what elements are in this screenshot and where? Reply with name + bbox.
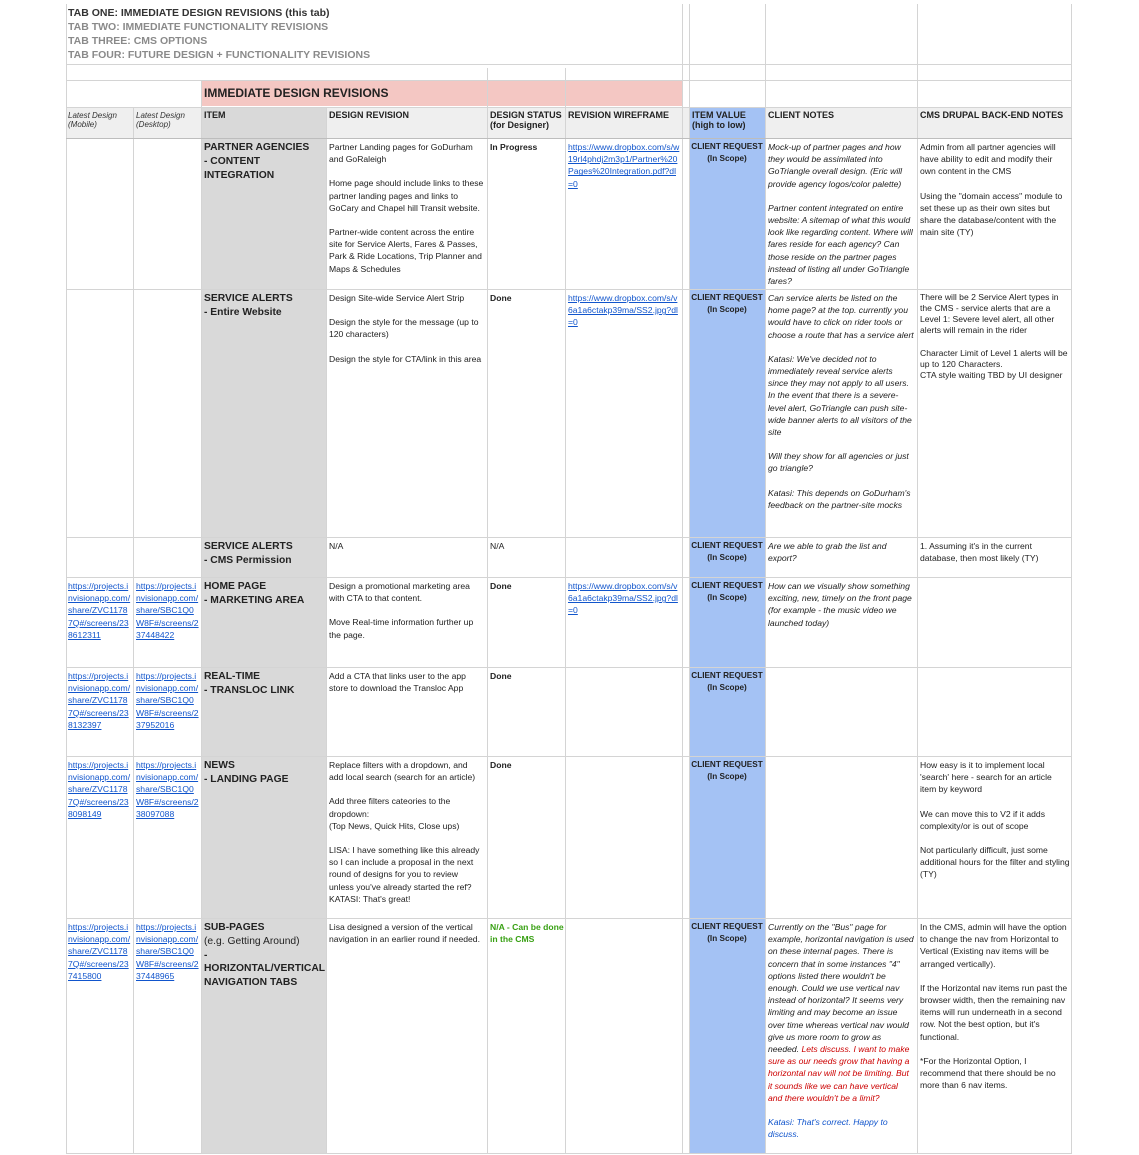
cms-notes-cell [920, 759, 1070, 893]
grid-line [1071, 4, 1072, 1154]
revision-text: Lisa designed a version of the vertical navigation in an earlier round if needed. [329, 922, 480, 945]
wireframe-link[interactable]: https://www.dropbox.com/s/w19rl4phdj2m3p1/Partner%20Pages%20Integration.pdf?dl=0 [568, 142, 680, 189]
header-cms-notes: CMS DRUPAL BACK-END NOTES [920, 110, 1064, 120]
header-desktop: Latest Design (Desktop) [136, 111, 185, 129]
client-note-red: Lets discuss. I want to make sure as our needs grow that having a horizontal nav will not be limiting. But it sounds like we can have vertical and there wouldn't be a limit? [768, 1044, 910, 1103]
client-note: Are we able to grab the list and export? [768, 541, 887, 564]
cms-notes-cell [920, 292, 1070, 381]
revision-text: Design the style for the message (up to 120 characters) [329, 317, 479, 340]
client-note: Can service alerts be listed on the home page? at the top. currently you would have to click on rider tools or choose a route that has a service alert [768, 293, 914, 340]
item-cell [204, 759, 326, 787]
grid-line [66, 107, 1072, 108]
item-value: CLIENT REQUEST (In Scope) [691, 142, 763, 163]
header-client-notes: CLIENT NOTES [768, 110, 835, 120]
cms-note: Character Limit of Level 1 alerts will be up to 120 Characters. [920, 348, 1068, 369]
grid-line [201, 81, 202, 1154]
client-note: Partner content integrated on entire website: A sitemap of what this would look like regarding content. Where will fares reside for each agency? Can those reside on the partner pages instead of listing all under GoTriangle fares? [768, 202, 913, 287]
item-subtitle: - CONTENT INTEGRATION [204, 155, 275, 181]
section-title-bar [201, 81, 682, 106]
cms-note: Not particularly difficult, just some additional hours for the filter and styling (TY) [920, 845, 1070, 880]
item-subtitle: - TRANSLOC LINK [204, 684, 295, 696]
client-note: Katasi: This depends on GoDurham's feedback on the partner-site mocks [768, 487, 911, 510]
grid-line [765, 4, 766, 1154]
revision-text: LISA: I have something like this already so I can include a proposal in the next round of designs for you to review unless you've already started the ref? [329, 845, 480, 892]
item-column-fill [201, 108, 327, 1154]
revision-text: Partner Landing pages for GoDurham and GoRaleigh [329, 142, 473, 165]
cms-notes-cell [920, 921, 1070, 1103]
revision-text: Design Site-wide Service Alert Strip [329, 293, 465, 303]
row-divider [66, 667, 1072, 668]
revision-text: Home page should include links to these partner landing pages and links to GoCary and Chapel hill Transit website. [329, 178, 484, 213]
revision-cell [329, 580, 484, 641]
row-divider [66, 537, 1072, 538]
revision-text: Replace filters with a dropdown, and add local search (search for an article) [329, 760, 476, 783]
item-example: (e.g. Getting Around) [204, 935, 300, 947]
client-notes-cell [768, 141, 914, 299]
item-title: SERVICE ALERTS [204, 541, 293, 552]
client-note-group [768, 921, 914, 1104]
client-notes-cell [768, 921, 914, 1152]
item-value: CLIENT REQUEST (In Scope) [691, 541, 763, 562]
item-title: HOME PAGE [204, 581, 267, 592]
item-title: SUB-PAGES [204, 922, 265, 933]
revision-text: Add a CTA that links user to the app store to download the Transloc App [329, 671, 466, 694]
wireframe-link[interactable]: https://www.dropbox.com/s/v6a1a6ctakp39ma/SS2.jpg?dl=0 [568, 293, 678, 328]
mobile-design-link[interactable]: https://projects.invisionapp.com/share/ZVC11787Q#/screens/238612311 [68, 581, 131, 640]
tab-one[interactable]: TAB ONE: IMMEDIATE DESIGN REVISIONS (this tab) [68, 7, 330, 19]
header-status: DESIGN STATUS (for Designer) [490, 110, 562, 130]
revision-text: Add three filters cateories to the dropdown: [329, 796, 451, 819]
client-note: Currently on the "Bus" page for example, horizontal navigation is used on these internal pages. There is concern that in some instances "4" options listed there wouldn't be enough. Could we use vertical nav instead of horizontal? It seems very limiting and may become an issue over time whereas vertical nav would give us more room to grow as needed. [768, 922, 914, 1055]
item-cell [204, 670, 326, 698]
header-mobile: Latest Design (Mobile) [68, 111, 117, 129]
header-revision: DESIGN REVISION [329, 110, 410, 120]
item-title: PARTNER AGENCIES [204, 142, 310, 153]
row-divider [66, 1153, 1072, 1154]
cms-note: Using the "domain access" module to set these up as their own sites but share the database/content with the main site (TY) [920, 190, 1063, 238]
wireframe-link[interactable]: https://www.dropbox.com/s/v6a1a6ctakp39ma/SS2.jpg?dl=0 [568, 581, 678, 616]
item-subtitle: - CMS Permission [204, 554, 292, 566]
cms-note: In the CMS, admin will have the option to change the nav from Horizontal to Vertical (Existing nav items will be arranged vertically). [920, 922, 1067, 969]
status-cell: N/A - Can be done in the CMS [490, 922, 564, 944]
item-value: CLIENT REQUEST (In Scope) [691, 293, 763, 314]
client-notes-cell [768, 292, 914, 523]
item-cell [204, 292, 326, 320]
desktop-design-link[interactable]: https://projects.invisionapp.com/share/SBC1Q0W8F#/screens/237448422 [136, 581, 199, 640]
status-cell: Done [490, 760, 512, 770]
header-wireframe: REVISION WIREFRAME [568, 110, 670, 120]
desktop-design-link[interactable]: https://projects.invisionapp.com/share/SBC1Q0W8F#/screens/238097088 [136, 760, 199, 819]
cms-note: 1. Assuming it's in the current database, then most likely (TY) [920, 541, 1039, 564]
revision-text: Partner-wide content across the entire site for Service Alerts, Fares & Passes, Park & Ride Locations, Trip Planner and Maps & Schedules [329, 227, 482, 274]
row-divider [66, 918, 1072, 919]
revision-text: Design a promotional marketing area with CTA to that content. [329, 581, 470, 604]
cms-note: How easy is it to implement local 'search' here - search for an article item by keyword [920, 760, 1052, 795]
item-cell [204, 580, 326, 608]
mobile-design-link[interactable]: https://projects.invisionapp.com/share/ZVC11787Q#/screens/237415800 [68, 922, 131, 981]
tab-two[interactable]: TAB TWO: IMMEDIATE FUNCTIONALITY REVISIONS [68, 21, 329, 33]
status-cell: N/A [490, 541, 505, 551]
client-note: Will they show for all agencies or just go triangle? [768, 451, 909, 474]
item-subtitle: - LANDING PAGE [204, 773, 289, 785]
mobile-design-link[interactable]: https://projects.invisionapp.com/share/ZVC11787Q#/screens/238132397 [68, 671, 131, 730]
item-cell [204, 141, 326, 182]
item-value: CLIENT REQUEST (In Scope) [691, 760, 763, 781]
row-divider [66, 756, 1072, 757]
desktop-design-link[interactable]: https://projects.invisionapp.com/share/SBC1Q0W8F#/screens/237952016 [136, 671, 199, 730]
item-value: CLIENT REQUEST (In Scope) [691, 581, 763, 602]
item-value: CLIENT REQUEST (In Scope) [691, 922, 763, 943]
desktop-design-link[interactable]: https://projects.invisionapp.com/share/SBC1Q0W8F#/screens/237448965 [136, 922, 199, 981]
tab-four[interactable]: TAB FOUR: FUTURE DESIGN + FUNCTIONALITY REVISIONS [68, 49, 371, 61]
grid-line [66, 4, 67, 1154]
status-cell: Done [490, 671, 512, 681]
cms-note: *For the Horizontal Option, I recommend that there should be no more than 6 nav items. [920, 1055, 1056, 1091]
revision-text: Design the style for CTA/link in this area [329, 353, 482, 364]
client-note: Mock-up of partner pages and how they would be assimilated into GoTriangle overall design. (Eric will provide agency logos/color palette) [768, 142, 903, 189]
grid-line [66, 64, 1072, 65]
revision-cell [329, 292, 484, 365]
item-title: NEWS [204, 760, 235, 771]
item-cell [204, 921, 326, 990]
row-divider [66, 577, 1072, 578]
item-title: REAL-TIME [204, 671, 261, 682]
grid-line [565, 68, 566, 1154]
item-value: CLIENT REQUEST (In Scope) [691, 671, 763, 692]
status-cell: In Progress [490, 142, 538, 152]
item-subtitle: - HORIZONTAL/VERTICAL NAVIGATION TABS [204, 949, 325, 989]
spreadsheet [66, 4, 1072, 1154]
item-cell [204, 540, 326, 568]
grid-line [133, 108, 134, 1154]
grid-line [917, 4, 918, 1154]
cms-note: CTA style waiting TBD by UI designer [920, 370, 1063, 380]
revision-cell: N/A [329, 541, 344, 551]
grid-line [487, 68, 488, 1154]
header-item: ITEM [204, 110, 226, 120]
header-value: ITEM VALUE (high to low) [692, 110, 746, 130]
cms-note: There will be 2 Service Alert types in the CMS - service alerts that are a Level 1: Severe level alert, all other alerts will remain in the rider [920, 292, 1059, 335]
revision-text: (Top News, Quick Hits, Close ups) [329, 820, 460, 831]
grid-line [66, 80, 1072, 81]
tab-three[interactable]: TAB THREE: CMS OPTIONS [68, 35, 208, 47]
client-note: How can we visually show something exciting, new, timely on the front page (for example - the music video we launched today) [768, 581, 912, 628]
status-cell: Done [490, 293, 512, 303]
item-subtitle: - MARKETING AREA [204, 594, 305, 606]
revision-cell [329, 141, 484, 275]
grid-line [682, 4, 683, 1154]
item-value-column-fill [689, 108, 765, 1154]
grid-line [66, 138, 1072, 139]
revision-text: KATASI: That's great! [329, 893, 411, 904]
grid-line [689, 4, 690, 1154]
item-title: SERVICE ALERTS [204, 293, 293, 304]
grid-line [326, 108, 327, 1154]
cms-note: If the Horizontal nav items run past the browser width, then the remaining nav items will run underneath in a second row. Not the best option, but it's functional. [920, 982, 1068, 1042]
revision-text: Move Real-time information further up the page. [329, 617, 474, 640]
client-note-blue: Katasi: That's correct. Happy to discuss. [768, 1117, 888, 1140]
cms-note: We can move this to V2 if it adds complexity/or is out of scope [920, 808, 1045, 831]
cms-note: Admin from all partner agencies will have ability to edit and modify their own content in the CMS [920, 142, 1056, 177]
item-subtitle: - Entire Website [204, 306, 282, 318]
cms-notes-cell [920, 141, 1070, 250]
client-note: Katasi: We've decided not to immediately reveal service alerts since they may not apply to all users. In the event that there is a severe-level alert, GoTriangle can push site-wide banner alerts to all visitors of the site [768, 353, 912, 438]
row-divider [66, 289, 1072, 290]
tab-list [68, 6, 370, 62]
section-title: IMMEDIATE DESIGN REVISIONS [204, 86, 389, 100]
mobile-design-link[interactable]: https://projects.invisionapp.com/share/ZVC11787Q#/screens/238098149 [68, 760, 131, 819]
status-cell: Done [490, 581, 512, 591]
revision-cell [329, 759, 484, 905]
